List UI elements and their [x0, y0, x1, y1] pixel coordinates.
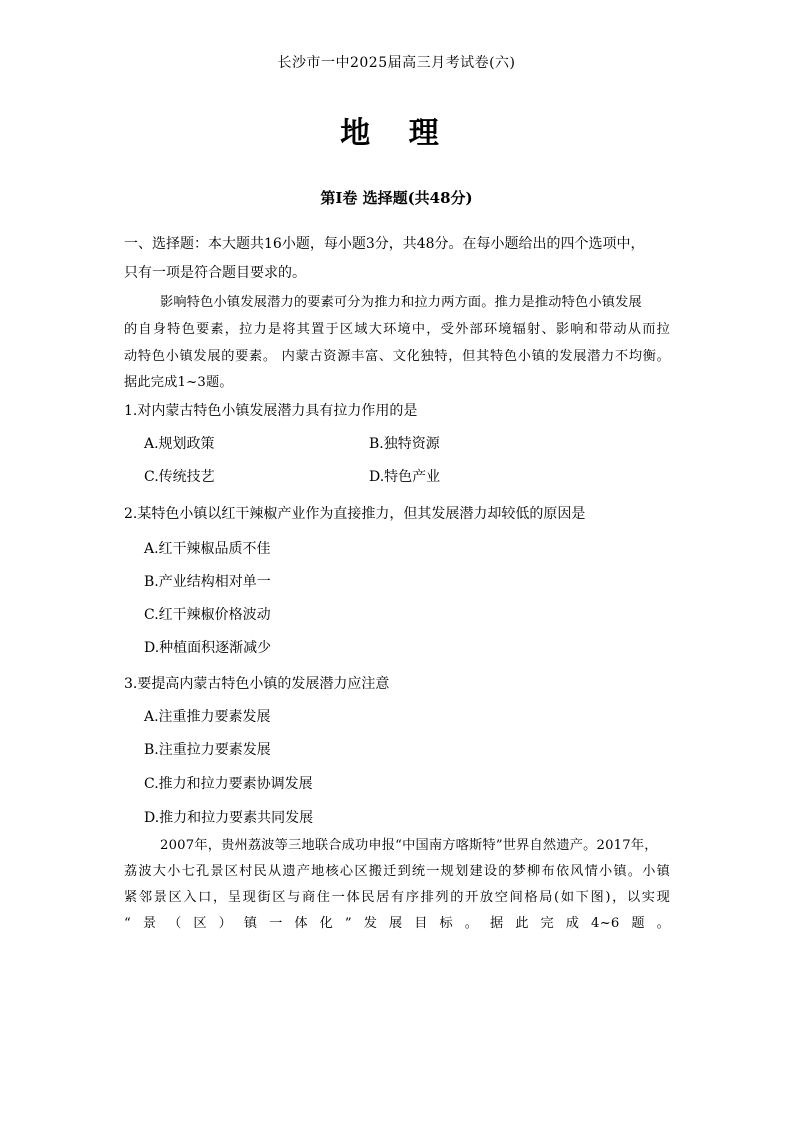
- question-1-option-d: D.特色产业: [369, 469, 441, 485]
- question-1-stem: 1.对内蒙古特色小镇发展潜力具有拉力作用的是: [124, 403, 418, 419]
- section-title: 第Ⅰ卷 选择题(共48分): [320, 189, 473, 207]
- question-2-option-d: D.种植面积逐渐减少: [144, 640, 272, 656]
- question-3-option-c: C.推力和拉力要素协调发展: [144, 776, 313, 792]
- question-1-option-b: B.独特资源: [369, 436, 440, 452]
- subject-title: 地 理: [340, 116, 453, 151]
- question-1-option-a: A.规划政策: [144, 436, 215, 452]
- question-3-stem: 3.要提高内蒙古特色小镇的发展潜力应注意: [124, 676, 390, 692]
- question-2-stem: 2.某特色小镇以红干辣椒产业作为直接推力，但其发展潜力却较低的原因是: [124, 506, 586, 522]
- question-3-option-d: D.推力和拉力要素共同发展: [144, 810, 314, 826]
- question-2-option-c: C.红干辣椒价格波动: [144, 607, 271, 623]
- passage-1-line: 的自身特色要素，拉力是将其置于区域大环境中，受外部环境辐射、影响和带动从而拉: [124, 322, 670, 337]
- passage-2-line: 荔波大小七孔景区村民从遗产地核心区搬迁到统一规划建设的梦柳布依风情小镇。小镇: [124, 864, 670, 879]
- question-2-option-a: A.红干辣椒品质不佳: [144, 541, 271, 557]
- passage-1-line: 动特色小镇发展的要素。 内蒙古资源丰富、文化独特，但其特色小镇的发展潜力不均衡。: [124, 349, 670, 364]
- passage-2-line: 2007年，贵州荔波等三地联合成功申报“中国南方喀斯特”世界自然遗产。2017年，: [160, 838, 658, 853]
- question-3-option-b: B.注重拉力要素发展: [144, 742, 271, 758]
- question-3-option-a: A.注重推力要素发展: [144, 709, 271, 725]
- instructions-line-2: 只有一项是符合题目要求的。: [124, 265, 306, 281]
- passage-1-line: 据此完成1~3题。: [124, 375, 233, 390]
- instructions-line-1: 一、选择题：本大题共16小题，每小题3分，共48分。在每小题给出的四个选项中，: [124, 236, 645, 252]
- passage-2-line: “景（区）镇一体化”发展目标。据此完成4~6题。: [124, 916, 670, 931]
- question-2-option-b: B.产业结构相对单一: [144, 574, 271, 590]
- question-1-option-c: C.传统技艺: [144, 469, 215, 485]
- passage-1-line: 影响特色小镇发展潜力的要素可分为推力和拉力两方面。推力是推动特色小镇发展: [160, 295, 642, 310]
- passage-2-line: 紧邻景区入口，呈现街区与商住一体民居有序排列的开放空间格局(如下图)，以实现: [124, 890, 670, 905]
- exam-header: 长沙市一中2025届高三月考试卷(六): [277, 55, 516, 71]
